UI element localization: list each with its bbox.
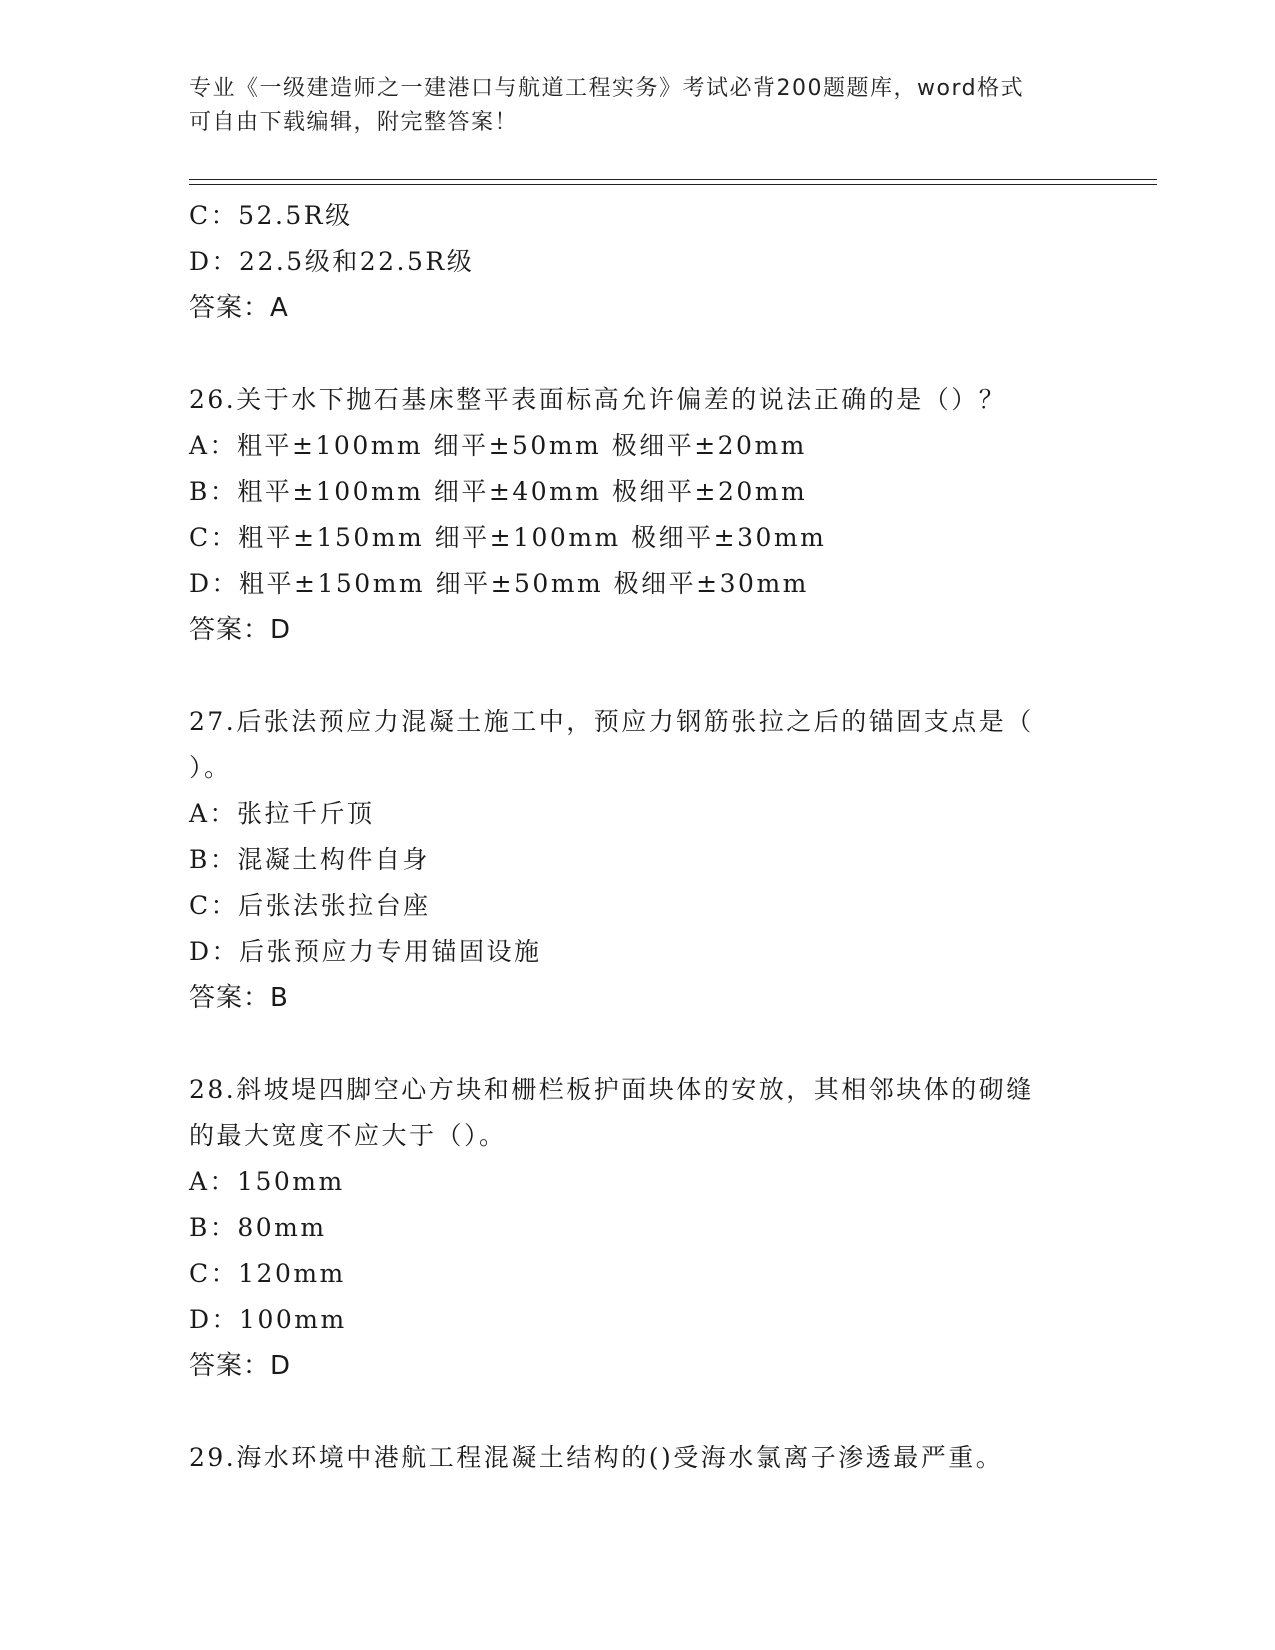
question-text-line-2: ）。 [189,753,232,782]
question-text: 29.海水环境中港航工程混凝土结构的()受海水氯离子渗透最严重。 [189,1443,1004,1472]
spacer [189,653,1089,699]
spacer [189,331,1089,377]
header-line-2: 可自由下载编辑，附完整答案！ [189,110,519,135]
spacer [189,1389,1089,1435]
option-b: B：80mm [189,1213,327,1242]
option-d: D：后张预应力专用锚固设施 [189,937,542,966]
question-text-line-1: 28.斜坡堤四脚空心方块和栅栏板护面块体的安放，其相邻块体的砌缝 [189,1075,1034,1104]
question-26 [189,377,1089,653]
option-d: D：粗平±150mm 细平±50mm 极细平±30mm [189,569,809,598]
answer: 答案：A [189,293,289,323]
header-line-1: 专业《一级建造师之一建港口与航道工程实务》考试必背200题题库，word格式 [189,76,1025,101]
option-a: A：150mm [189,1167,345,1196]
option-b: B：粗平±100mm 细平±40mm 极细平±20mm [189,477,808,506]
question-28 [189,1067,1089,1389]
option-a: A：张拉千斤顶 [189,799,375,828]
answer: 答案：B [189,983,289,1013]
option-d: D：100mm [189,1305,347,1334]
option-a: A：粗平±100mm 细平±50mm 极细平±20mm [189,431,807,460]
answer: 答案：D [189,1351,292,1381]
question-text-line-2: 的最大宽度不应大于（）。 [189,1121,507,1150]
document-header [189,72,1089,140]
header-rule-bottom [189,184,1157,185]
question-29 [189,1435,1089,1481]
spacer [189,1021,1089,1067]
option-c: C：52.5R级 [189,201,353,230]
question-25-tail [189,193,1089,331]
header-rule-top [189,179,1157,180]
question-text: 26.关于水下抛石基床整平表面标高允许偏差的说法正确的是（）？ [189,385,1007,414]
question-text-line-1: 27.后张法预应力混凝土施工中，预应力钢筋张拉之后的锚固支点是（ [189,707,1034,736]
option-d: D：22.5级和22.5R级 [189,247,475,276]
answer: 答案：D [189,615,292,645]
document-body [189,193,1089,1481]
question-27 [189,699,1089,1021]
option-b: B：混凝土构件自身 [189,845,430,874]
option-c: C：120mm [189,1259,346,1288]
option-c: C：后张法张拉台座 [189,891,431,920]
option-c: C：粗平±150mm 细平±100mm 极细平±30mm [189,523,827,552]
